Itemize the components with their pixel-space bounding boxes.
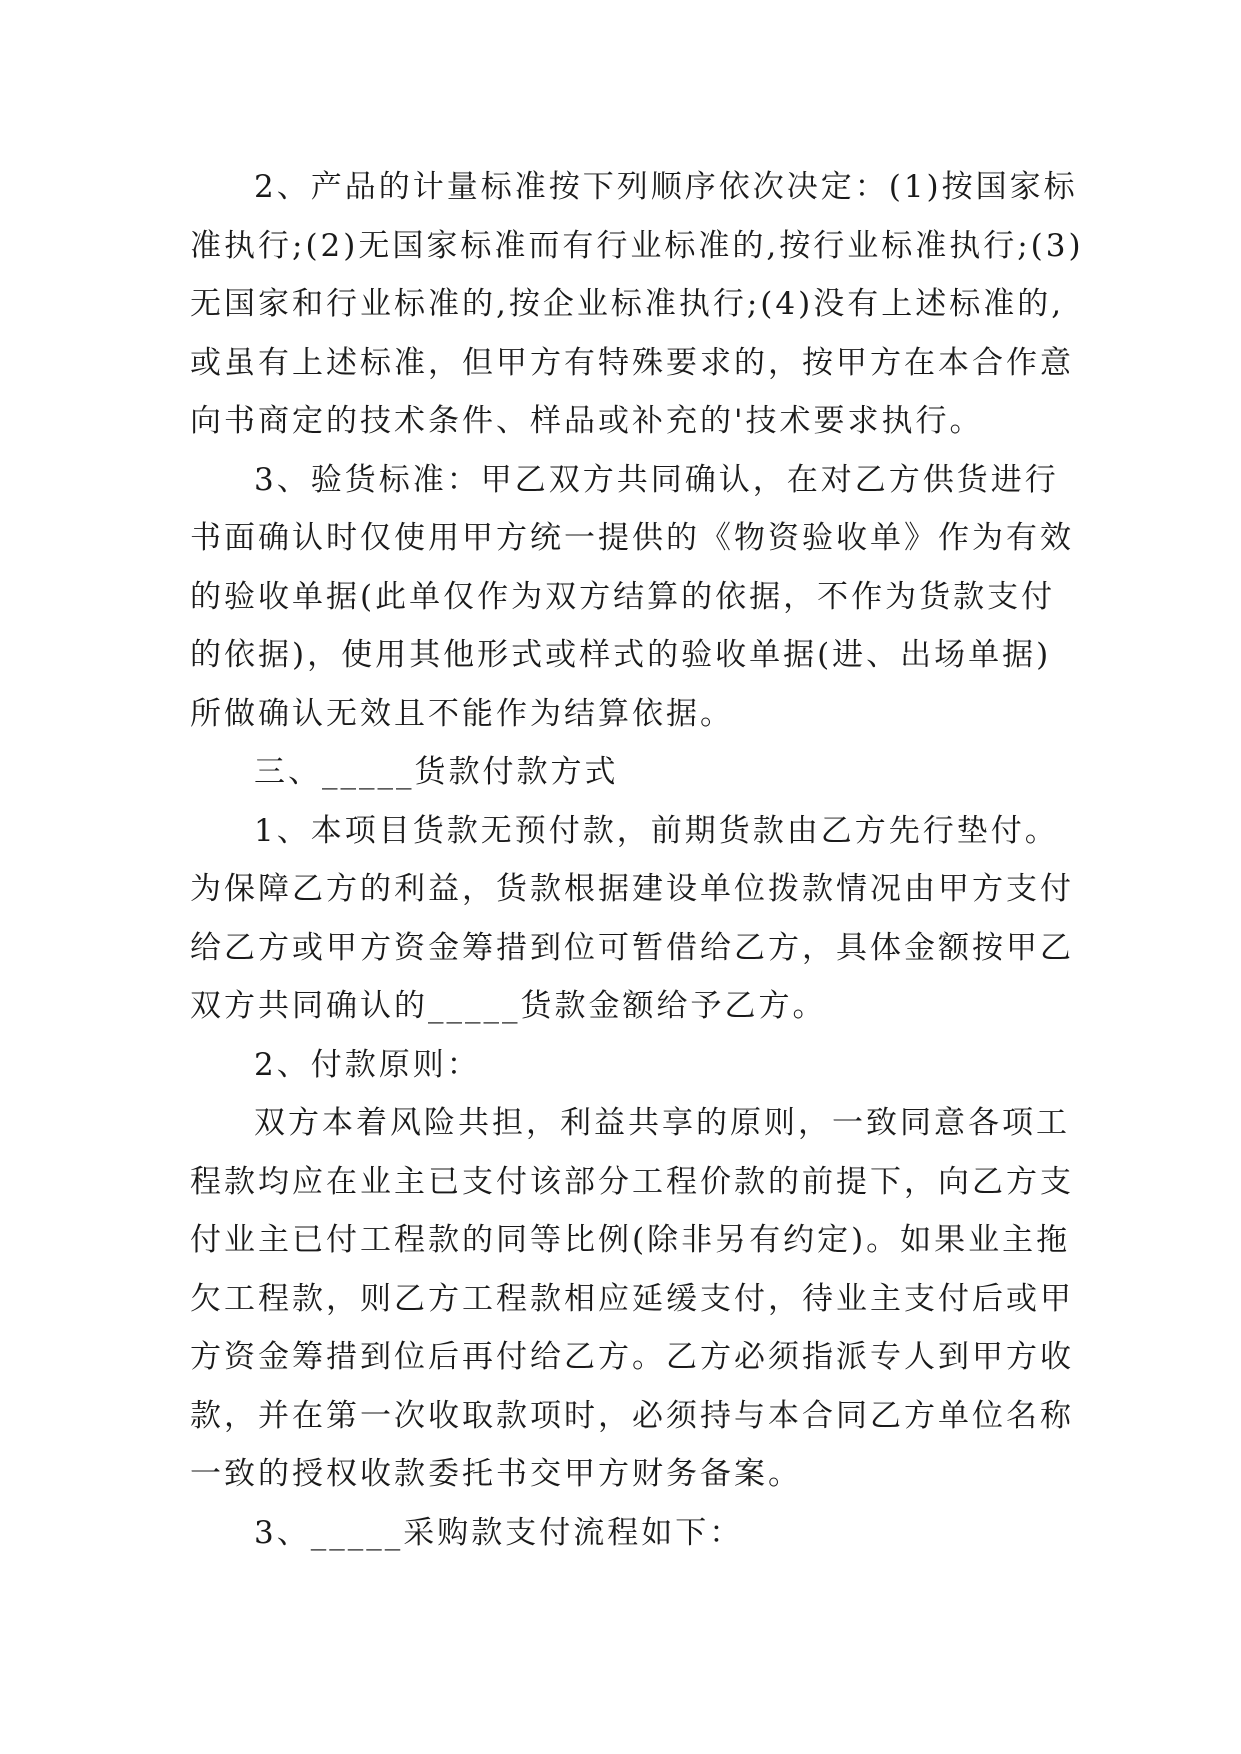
paragraph-7-line-1: 3、_____采购款支付流程如下： xyxy=(254,1514,744,1551)
paragraph-6-line-6: 款，并在第一次收取款项时，必须持与本合同乙方单位名称 xyxy=(190,1397,1074,1434)
paragraph-1-line-1: 2、产品的计量标准按下列顺序依次决定：(1)按国家标 xyxy=(254,169,1078,205)
paragraph-4-line-4: 双方共同确认的_____货款金额给予乙方。 xyxy=(190,988,827,1024)
paragraph-1-line-4: 或虽有上述标准，但甲方有特殊要求的，按甲方在本合作意 xyxy=(190,344,1074,381)
paragraph-6-line-5: 方资金筹措到位后再付给乙方。乙方必须指派专人到甲方收 xyxy=(190,1339,1074,1375)
paragraph-6-line-3: 付业主已付工程款的同等比例(除非另有约定)。如果业主拖 xyxy=(190,1222,1071,1258)
paragraph-1-line-5: 向书商定的技术条件、样品或补充的'技术要求执行。 xyxy=(190,403,984,439)
paragraph-4-line-2: 为保障乙方的利益，货款根据建设单位拨款情况由甲方支付 xyxy=(190,871,1074,907)
paragraph-4-line-3: 给乙方或甲方资金筹措到位可暂借给乙方，具体金额按甲乙 xyxy=(190,929,1074,966)
paragraph-1-line-2: 准执行;(2)无国家标准而有行业标准的,按行业标准执行;(3) xyxy=(190,227,1084,264)
paragraph-2-line-5: 所做确认无效且不能作为结算依据。 xyxy=(190,695,734,732)
paragraph-2-line-1: 3、验货标准：甲乙双方共同确认，在对乙方供货进行 xyxy=(254,461,1059,498)
section-heading-payment-method: 三、_____货款付款方式 xyxy=(254,754,619,790)
paragraph-6-line-7: 一致的授权收款委托书交甲方财务备案。 xyxy=(190,1456,802,1492)
paragraph-2-line-2: 书面确认时仅使用甲方统一提供的《物资验收单》作为有效 xyxy=(190,520,1074,556)
paragraph-2-line-4: 的依据)，使用其他形式或样式的验收单据(进、出场单据) xyxy=(190,637,1052,673)
paragraph-1-line-3: 无国家和行业标准的,按企业标准执行;(4)没有上述标准的, xyxy=(190,286,1065,322)
paragraph-4-line-1: 1、本项目货款无预付款，前期货款由乙方先行垫付。 xyxy=(254,812,1059,849)
paragraph-6-line-1: 双方本着风险共担，利益共享的原则，一致同意各项工 xyxy=(254,1105,1070,1141)
document-body xyxy=(190,158,1084,1562)
paragraph-2-line-3: 的验收单据(此单仅作为双方结算的依据，不作为货款支付 xyxy=(190,578,1056,615)
paragraph-6-line-2: 程款均应在业主已支付该部分工程价款的前提下，向乙方支 xyxy=(190,1163,1074,1200)
paragraph-6-line-4: 欠工程款，则乙方工程款相应延缓支付，待业主支付后或甲 xyxy=(190,1280,1074,1317)
paragraph-5-line-1: 2、付款原则： xyxy=(254,1046,481,1083)
